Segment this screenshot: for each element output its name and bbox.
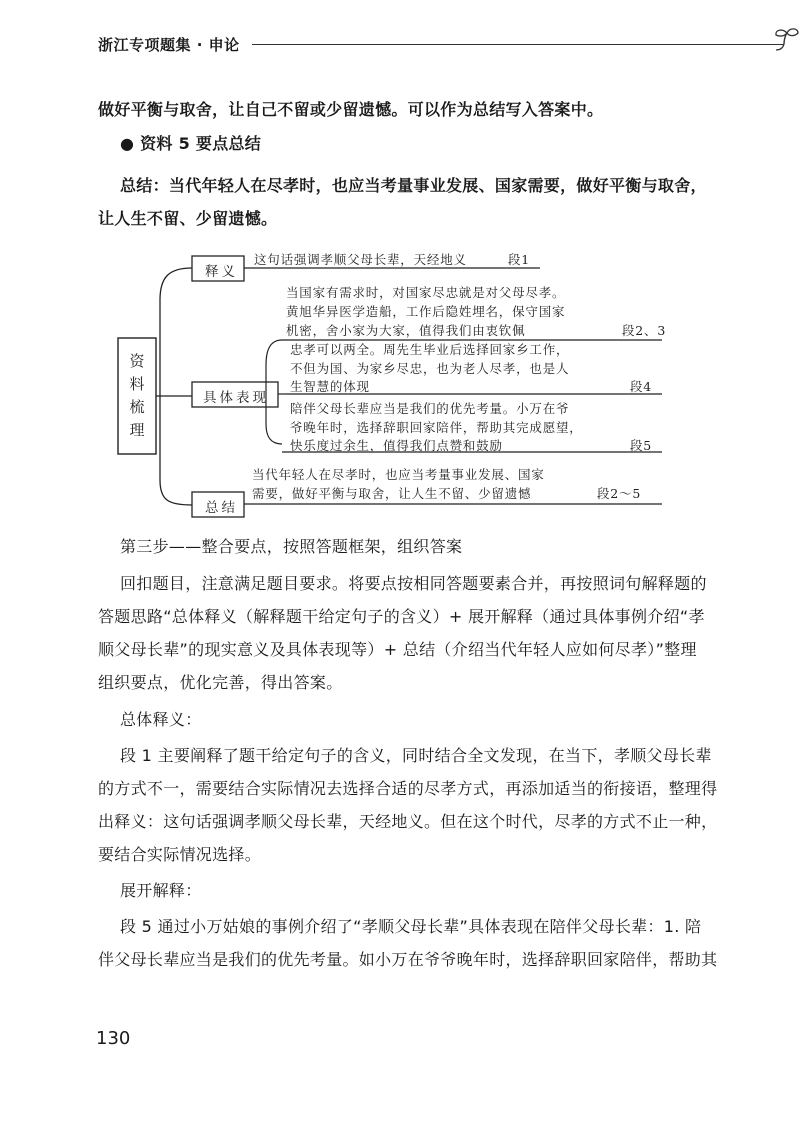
branch-note: 当代年轻人在尽孝时，也应当考量事业发展、国家 <box>252 467 545 482</box>
branch-note: 这句话强调孝顺父母长辈，天经地义 <box>254 252 467 267</box>
body-line: 伴父母长辈应当是我们的优先考量。如小万在爷爷晚年时，选择辞职回家陪伴，帮助其 <box>98 950 718 969</box>
body-line: 答题思路“总体释义（解释题干给定句子的含义）+ 展开解释（通过具体事例介绍“孝 <box>98 607 705 626</box>
summary-line: 总结：当代年轻人在尽孝时，也应当考量事业发展、国家需要，做好平衡与取舍， <box>120 176 707 195</box>
subheading: 总体释义： <box>120 710 202 729</box>
branch-note: 机密，舍小家为大家，值得我们由衷钦佩 <box>286 323 526 338</box>
body-line: 出释义：这句话强调孝顺父母长辈，天经地义。但在这个时代，尽孝的方式不止一种， <box>98 812 718 831</box>
root-char: 料 <box>129 375 145 393</box>
branch-note: 需要，做好平衡与取舍，让人生不留、少留遗憾 <box>252 486 532 501</box>
body-line: 回扣题目，注意满足题目要求。将要点按相同答题要素合并，再按照词句解释题的 <box>120 574 707 593</box>
step-heading: 第三步——整合要点，按照答题框架，组织答案 <box>120 537 463 556</box>
branch-note: 生智慧的体现 <box>290 379 370 394</box>
body-line: 要结合实际情况选择。 <box>98 845 262 864</box>
branch-note: 爷晚年时，选择辞职回家陪伴，帮助其完成愿望， <box>290 420 583 435</box>
branch-label-biaoxian: 具体表现 <box>203 390 269 406</box>
branch-note: 快乐度过余生，值得我们点赞和鼓励 <box>290 438 503 453</box>
body-line: 段 5 通过小万姑娘的事例介绍了“孝顺父母长辈”具体表现在陪伴父母长辈：1. 陪 <box>120 917 702 936</box>
branch-note: 黄旭华异医学造船，工作后隐姓埋名，保守国家 <box>286 304 566 319</box>
root-char: 梳 <box>129 398 145 416</box>
branch-label-shiyi: 释义 <box>205 264 238 280</box>
paragraph-ref: 段2、3 <box>622 323 667 338</box>
subheading: 展开解释： <box>120 881 202 900</box>
mindmap-main-brace <box>160 268 192 505</box>
paragraph-ref: 段2～5 <box>597 486 642 501</box>
body-line: 组织要点，优化完善，得出答案。 <box>98 673 343 692</box>
paragraph-ref: 段4 <box>630 379 653 394</box>
branch-label-zongjie: 总结 <box>205 500 238 516</box>
header-title: 浙江专项题集 · 申论 <box>98 36 240 54</box>
root-char: 资 <box>129 352 145 370</box>
body-line: 段 1 主要阐释了题干给定句子的含义，同时结合全文发现，在当下，孝顺父母长辈 <box>120 746 712 765</box>
bullet-heading: ● 资料 5 要点总结 <box>120 134 262 153</box>
body-line: 的方式不一，需要结合实际情况去选择合适的尽孝方式，再添加适当的衔接语，整理得 <box>98 779 718 798</box>
branch-note: 当国家有需求时，对国家尽忠就是对父母尽孝。 <box>286 285 566 300</box>
intro-line: 做好平衡与取舍，让自己不留或少留遗憾。可以作为总结写入答案中。 <box>98 100 604 119</box>
branch-note: 不但为国、为家乡尽忠，也为老人尽孝，也是人 <box>290 361 570 376</box>
body-line: 顺父母长辈”的现实意义及具体表现等）+ 总结（介绍当代年轻人应如何尽孝）”整理 <box>98 640 697 659</box>
paragraph-ref: 段1 <box>508 252 531 267</box>
branch-note: 陪伴父母长辈应当是我们的优先考量。小万在爷 <box>290 401 570 416</box>
page-number: 130 <box>96 1028 131 1049</box>
summary-line: 让人生不留、少留遗憾。 <box>98 209 278 228</box>
root-char: 理 <box>129 421 145 439</box>
mindmap-root-label <box>127 350 147 442</box>
branch-note: 忠孝可以两全。周先生毕业后选择回家乡工作， <box>290 342 570 357</box>
paragraph-ref: 段5 <box>630 438 653 453</box>
